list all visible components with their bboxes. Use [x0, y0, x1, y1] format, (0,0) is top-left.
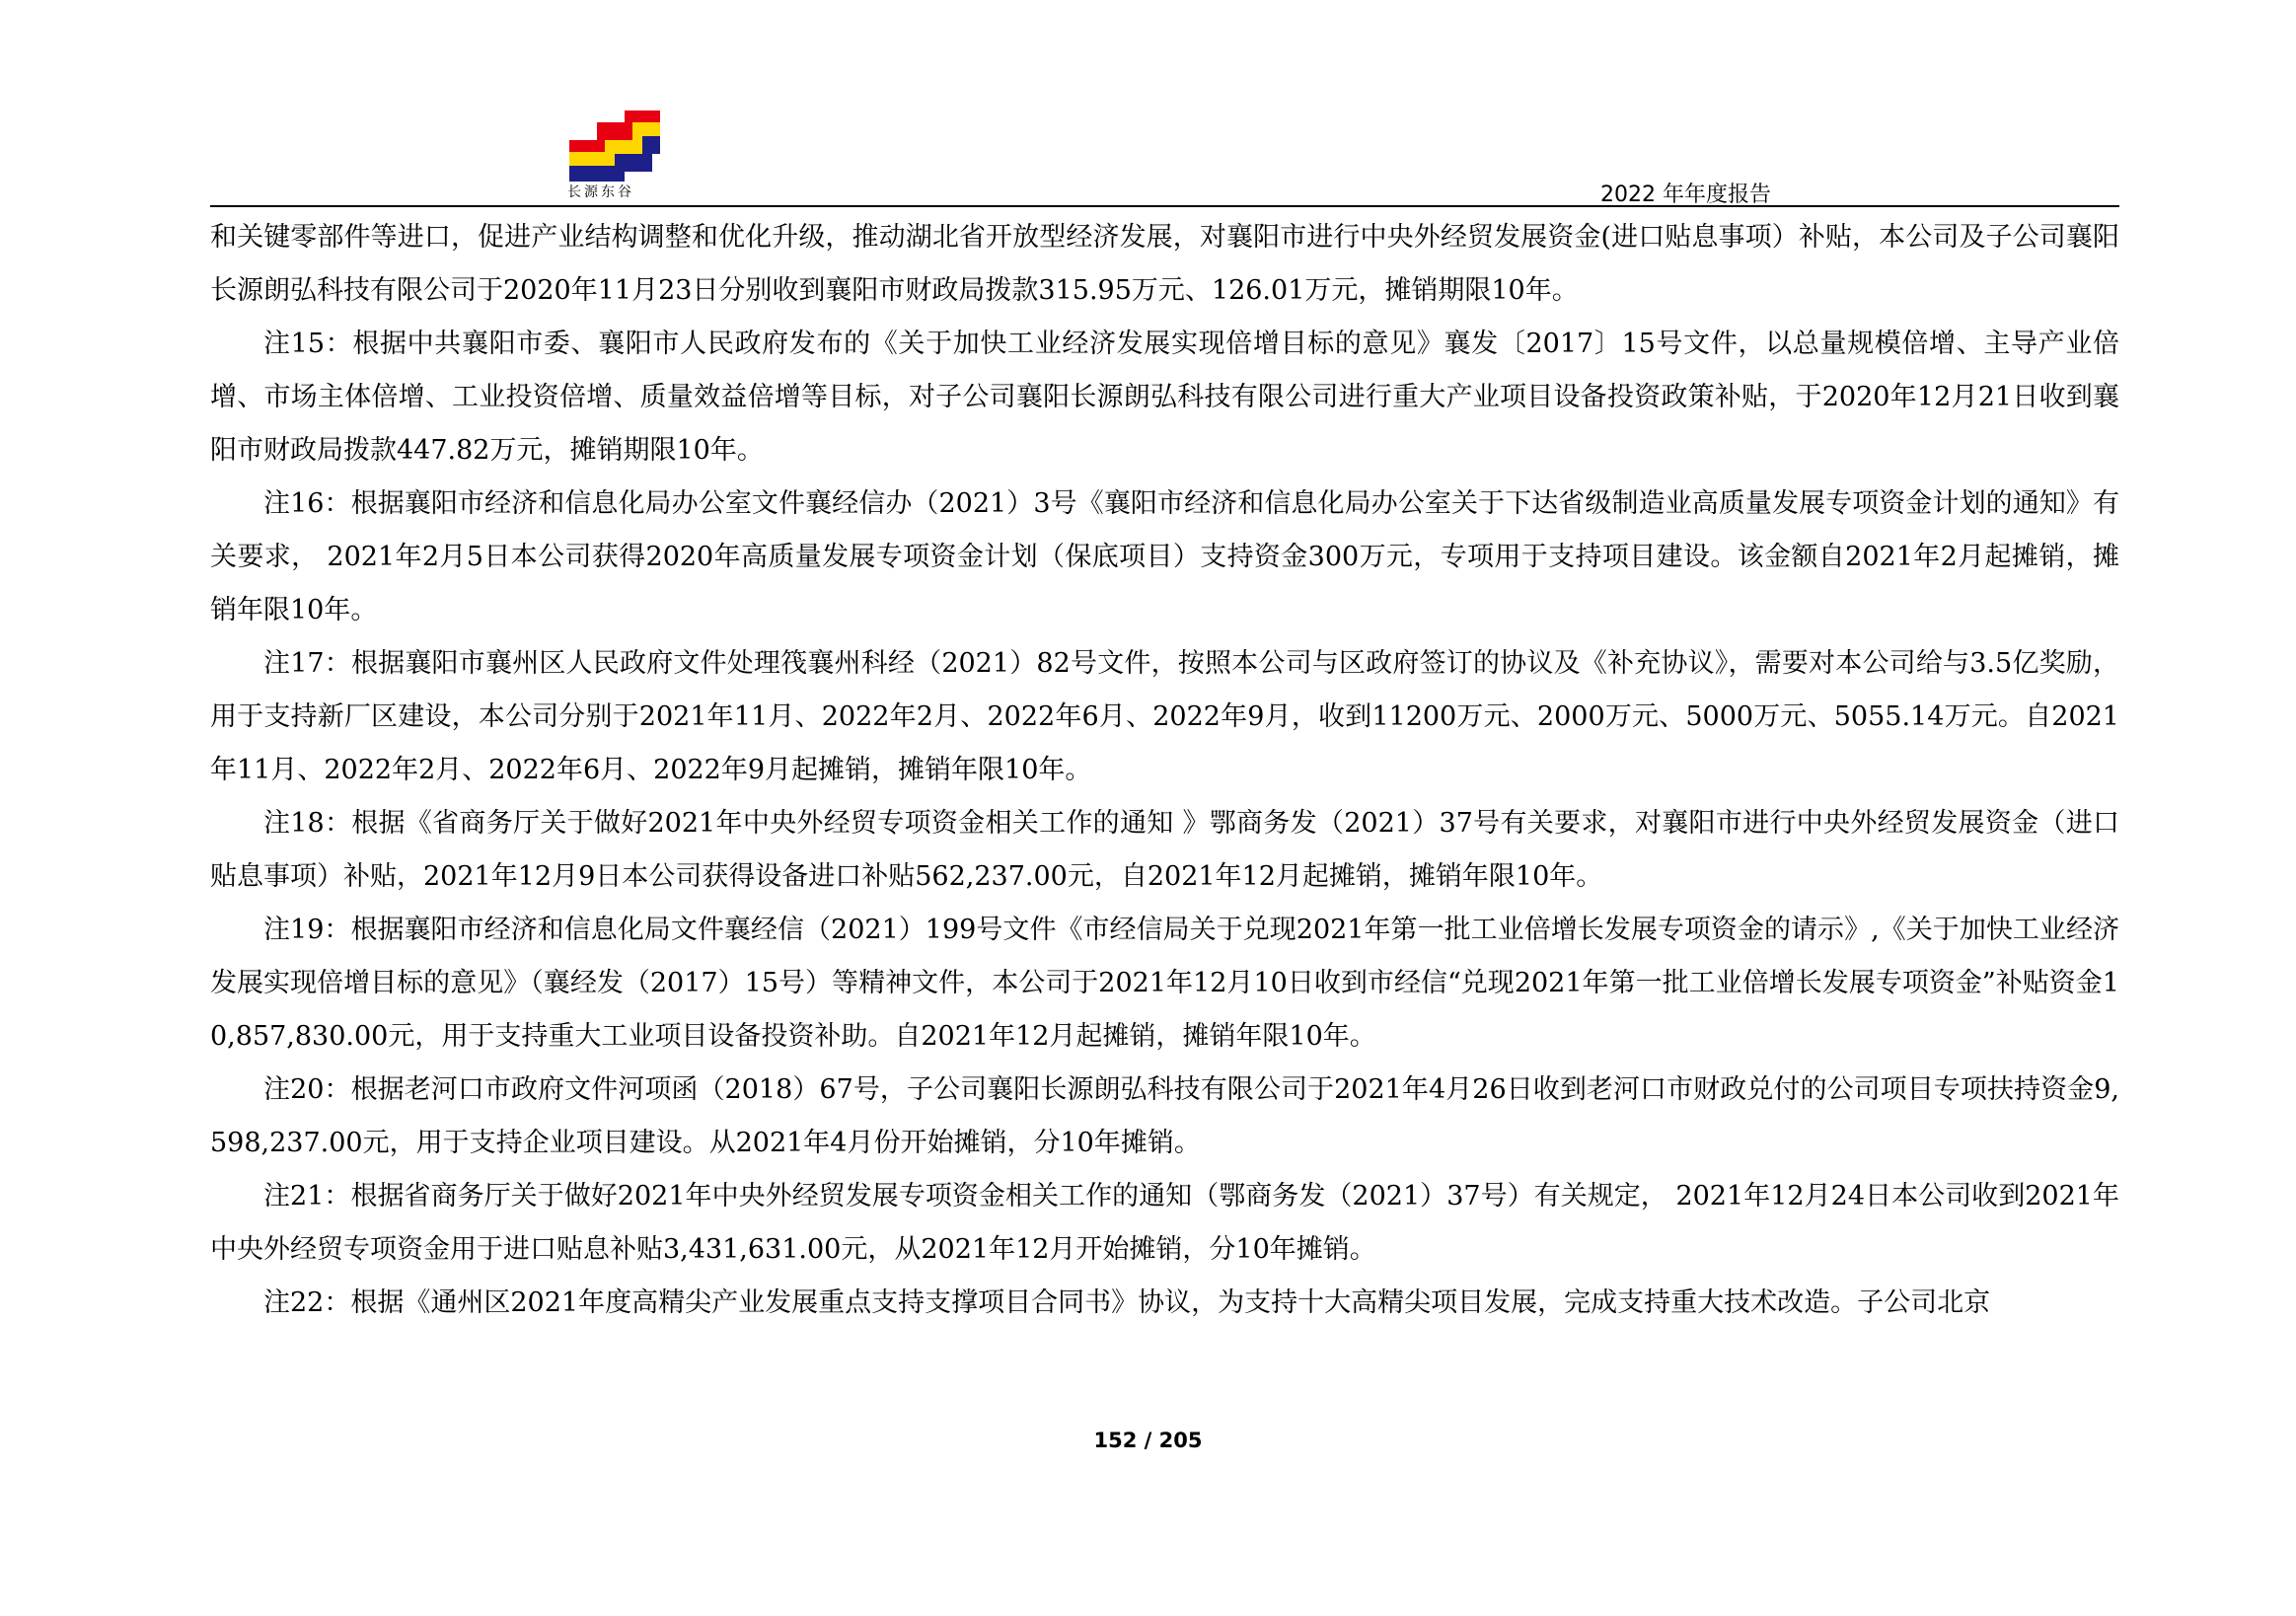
page-header: [210, 110, 2119, 209]
paragraph-continued: 和关键零部件等进口，促进产业结构调整和优化升级，推动湖北省开放型经济发展，对襄阳市进行中央外经贸发展资金(进口贴息事项）补贴，本公司及子公司襄阳长源朗弘科技有限公司于2020年11月23日分别收到襄阳市财政局拨款315.95万元、126.01万元，摊销期限10年。: [210, 222, 2119, 306]
paragraph-note-19: 注19：根据襄阳市经济和信息化局文件襄经信（2021）199号文件《市经信局关于兑现2021年第一批工业倍增长发展专项资金的请示》,《关于加快工业经济发展实现倍增目标的意见》（襄经发（2017）15号）等精神文件，本公司于2021年12月10日收到市经信“兑现2021年第一批工业倍增长发展专项资金”补贴资金10,857,830.00元，用于支持重大工业项目设备投资补助。自2021年12月起摊销，摊销年限10年。: [210, 915, 2119, 1052]
paragraph-note-21: 注21：根据省商务厅关于做好2021年中央外经贸发展专项资金相关工作的通知（鄂商务发（2021）37号）有关规定， 2021年12月24日本公司收到2021年中央外经贸专项资金用于进口贴息补贴3,431,631.00元，从2021年12月开始摊销，分10年摊销。: [210, 1181, 2119, 1265]
report-title: 2022 年年度报告: [1600, 183, 1771, 207]
header-divider: [210, 205, 2119, 207]
logo-text: 长源东谷: [567, 184, 634, 200]
paragraph-note-15: 注15：根据中共襄阳市委、襄阳市人民政府发布的《关于加快工业经济发展实现倍增目标的意见》襄发〔2017〕15号文件，以总量规模倍增、主导产业倍增、市场主体倍增、工业投资倍增、质量效益倍增等目标，对子公司襄阳长源朗弘科技有限公司进行重大产业项目设备投资政策补贴，于2020年12月21日收到襄阳市财政局拨款447.82万元，摊销期限10年。: [210, 329, 2119, 466]
paragraph-note-17: 注17：根据襄阳市襄州区人民政府文件处理筏襄州科经（2021）82号文件，按照本公司与区政府签订的协议及《补充协议》，需要对本公司给与3.5亿奖励，用于支持新厂区建设，本公司分别于2021年11月、2022年2月、2022年6月、2022年9月，收到11200万元、2000万元、5000万元、5055.14万元。自2021年11月、2022年2月、2022年6月、2022年9月起摊销，摊销年限10年。: [210, 648, 2119, 785]
page-number: 152 / 205: [1093, 1429, 1203, 1452]
document-body: [210, 211, 2119, 1330]
paragraph-note-16: 注16：根据襄阳市经济和信息化局办公室文件襄经信办（2021）3号《襄阳市经济和信息化局办公室关于下达省级制造业高质量发展专项资金计划的通知》有关要求， 2021年2月5日本公司获得2020年高质量发展专项资金计划（保底项目）支持资金300万元，专项用于支持项目建设。该金额自2021年2月起摊销，摊销年限10年。: [210, 488, 2119, 625]
paragraph-note-18: 注18：根据《省商务厅关于做好2021年中央外经贸专项资金相关工作的通知 》鄂商务发（2021）37号有关要求，对襄阳市进行中央外经贸发展资金（进口贴息事项）补贴，2021年12月9日本公司获得设备进口补贴562,237.00元，自2021年12月起摊销，摊销年限10年。: [210, 808, 2119, 892]
logo-stripes-icon: [567, 110, 662, 182]
paragraph-note-22: 注22：根据《通州区2021年度高精尖产业发展重点支持支撑项目合同书》协议，为支持十大高精尖项目发展，完成支持重大技术改造。子公司北京: [263, 1287, 1991, 1318]
paragraph-note-20: 注20：根据老河口市政府文件河项函（2018）67号，子公司襄阳长源朗弘科技有限公司于2021年4月26日收到老河口市财政兑付的公司项目专项扶持资金9,598,237.00元，用于支持企业项目建设。从2021年4月份开始摊销，分10年摊销。: [210, 1074, 2119, 1158]
